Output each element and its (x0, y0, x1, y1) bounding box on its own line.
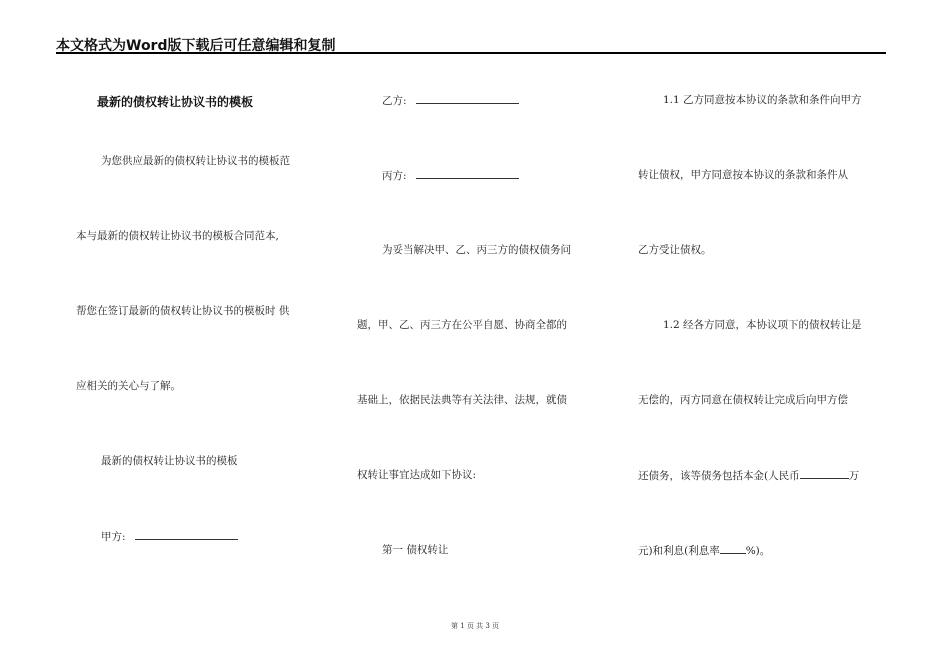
party-a-blank (135, 529, 238, 540)
interest-text: 元)和利息(利息率 (638, 545, 720, 557)
left-line-5: 最新的债权转让协议书的模板 (101, 455, 238, 467)
party-b-blank (416, 93, 519, 104)
right-line-1: 1.1 乙方同意按本协议的条款和条件向甲方 (663, 94, 862, 106)
left-line-1: 为您供应最新的债权转让协议书的模板范 (101, 155, 290, 167)
right-line-5: 无偿的，丙方同意在债权转让完成后向甲方偿 (638, 394, 848, 406)
right-line-4: 1.2 经各方同意，本协议项下的债权转让是 (663, 319, 862, 331)
party-a-line (101, 529, 238, 544)
party-b-line (382, 93, 519, 108)
principal-unit: 万 (848, 470, 860, 482)
middle-line-3: 基础上，依据民法典等有关法律、法规，就债 (357, 394, 567, 406)
left-line-2: 本与最新的债权转让协议书的模板合同范本, (76, 230, 279, 242)
party-b-label: 乙方: (382, 95, 407, 107)
middle-line-2: 题，甲、乙、丙三方在公平自愿、协商全都的 (357, 319, 567, 331)
right-line-6 (638, 468, 859, 483)
party-c-blank (416, 168, 519, 179)
header-text: 本文格式为Word版下载后可任意编辑和复制 (56, 38, 336, 54)
right-line-7 (638, 543, 770, 558)
middle-line-1: 为妥当解决甲、乙、丙三方的债权债务问 (382, 244, 571, 256)
principal-blank (800, 468, 849, 479)
section-heading: 第一 债权转让 (382, 544, 449, 556)
header-divider (56, 52, 886, 54)
party-c-line (382, 168, 519, 183)
middle-line-4: 权转让事宜达成如下协议: (357, 469, 477, 481)
right-line-3: 乙方受让债权。 (638, 244, 712, 256)
document-title: 最新的债权转让协议书的模板 (97, 95, 254, 109)
party-a-label: 甲方: (101, 531, 126, 543)
party-c-label: 丙方: (382, 170, 407, 182)
left-line-4: 应相关的关心与了解。 (76, 380, 181, 392)
principal-text: 还债务，该等债务包括本金(人民币 (638, 470, 800, 482)
page-number: 第 1 页 共 3 页 (450, 622, 500, 630)
interest-rate-blank (720, 543, 746, 554)
right-line-2: 转让债权，甲方同意按本协议的条款和条件从 (638, 169, 848, 181)
left-line-3: 帮您在签订最新的债权转让协议书的模板时 供 (76, 305, 290, 317)
interest-unit: %)。 (745, 545, 771, 557)
